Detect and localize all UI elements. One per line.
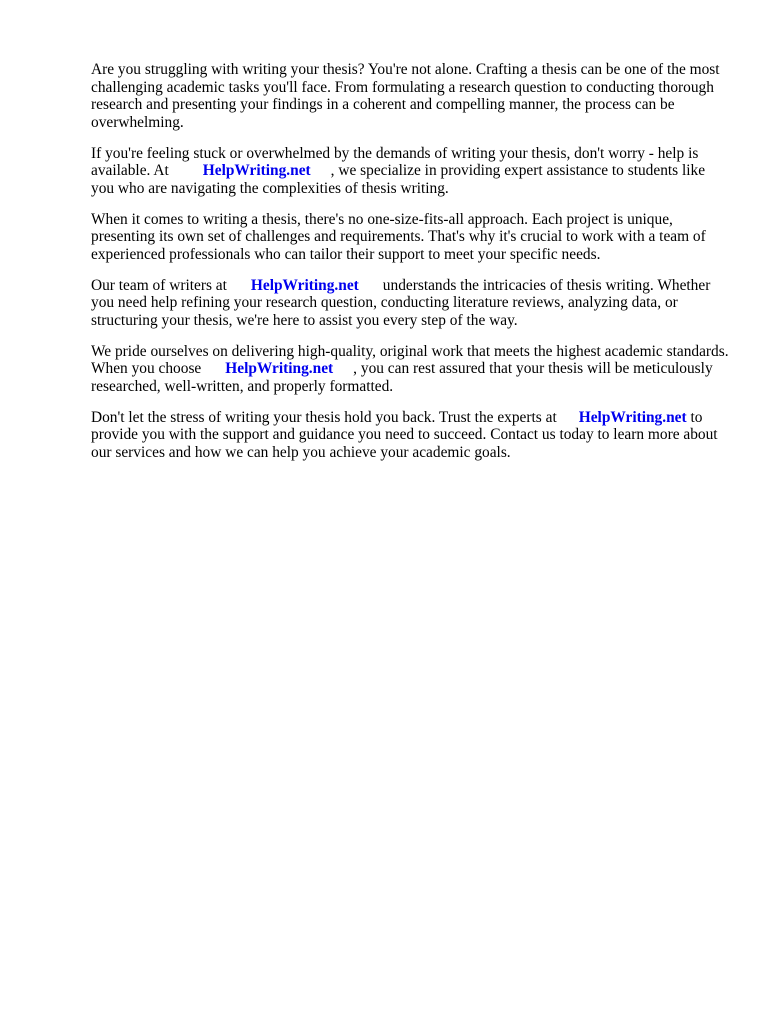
paragraph-help-available-text-after: , we specialize in providing expert assistance to students like you who are navigating the complexities of thesis writing. [91, 162, 706, 197]
helpwriting-link-1[interactable]: HelpWriting.net [202, 162, 311, 179]
paragraph-no-one-size-text: When it comes to writing a thesis, there's no one-size-fits-all approach. Each project is unique, presenting its own set of challenges and requirements. That's why it's crucial to work with a team of experienced professionals who can tailor their support to meet your specific needs. [91, 210, 706, 263]
paragraph-high-quality-text-after: , you can rest assured that your thesis will be meticulously researched, well-written, and properly formatted. [91, 360, 713, 395]
document-page [91, 61, 731, 475]
helpwriting-link-2[interactable]: HelpWriting.net [250, 276, 359, 294]
paragraph-high-quality-text-before: We pride ourselves on delivering high-quality, original work that meets the highest academic standards. When you choose [91, 342, 729, 377]
paragraph-call-to-action-text-before: Don't let the stress of writing your thesis hold you back. Trust the experts at [91, 408, 557, 426]
paragraph-help-available [91, 145, 731, 198]
paragraph-call-to-action [91, 409, 731, 462]
paragraph-team-of-writers-text-before: Our team of writers at [91, 276, 227, 294]
helpwriting-link-3[interactable]: HelpWriting.net [225, 360, 334, 377]
helpwriting-link-4[interactable]: HelpWriting.net [578, 408, 687, 426]
paragraph-call-to-action-text-after: to provide you with the support and guidance you need to succeed. Contact us today to learn more about our services and how we can help you achieve your academic goals. [91, 408, 718, 461]
paragraph-intro-text: Are you struggling with writing your thesis? You're not alone. Crafting a thesis can be one of the most challenging academic tasks you'll face. From formulating a research question to conducting thorough research and presenting your findings in a coherent and compelling manner, the process can be overwhelming. [91, 61, 720, 131]
paragraph-team-of-writers [91, 277, 731, 330]
paragraph-help-available-text-before: If you're feeling stuck or overwhelmed by the demands of writing your thesis, don't worry - help is available. At [91, 144, 699, 179]
paragraph-team-of-writers-text-after: understands the intricacies of thesis writing. Whether you need help refining your research question, conducting literature reviews, analyzing data, or structuring your thesis, we're here to assist you every step of the way. [91, 276, 711, 329]
paragraph-high-quality [91, 343, 731, 396]
paragraph-no-one-size [91, 211, 731, 264]
paragraph-intro [91, 61, 731, 131]
